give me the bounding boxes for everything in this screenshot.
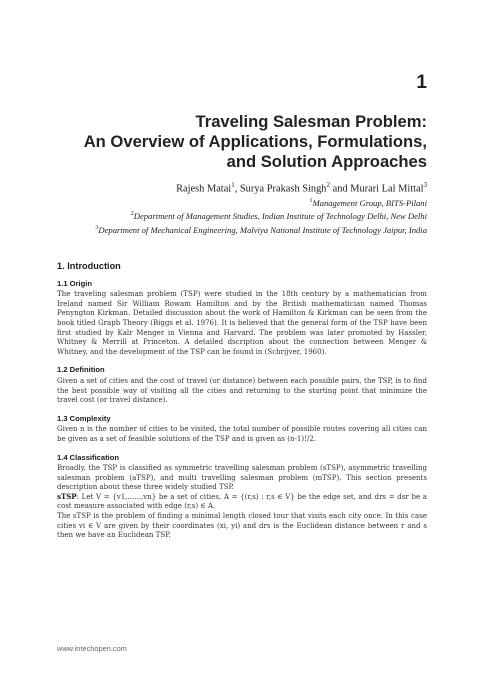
- affiliation-text: Department of Mechanical Engineering, Malviya National Institute of Technology Jaipur, India: [98, 224, 427, 235]
- subsection-heading: 1.4 Classification: [57, 452, 120, 462]
- title-line: Traveling Salesman Problem:: [195, 112, 427, 131]
- author-separator: and: [330, 183, 351, 195]
- affiliation-mark: 2: [130, 211, 134, 218]
- paragraph-origin: The traveling salesman problem (TSP) were studied in the 18th century by a mathematician from Ireland named Sir William Rowam Hamilton and by the British mathematician named Thomas Penyngton Kirkman. Detailed discussion about the work of Hamilton & Kirkman can be seen from the book titled Graph Theory (Biggs et al. 1976). It is believed that the general form of the TSP have been first studied by Kalr Menger in Vienna and Harvard. The problem was later promoted by Hassler, Whitney & Merrill at Princeton. A detailed dscription about the connection between Menger & Whitney, and the development of the TSP can be found in (Schrijver, 1960).: [57, 289, 427, 356]
- affiliation-text: Management Group, BITS-Pilani: [312, 197, 427, 208]
- author-name: Surya Prakash Singh: [239, 183, 327, 195]
- title-line: An Overview of Applications, Formulations,: [83, 132, 427, 151]
- paragraph-complexity: Given n is the number of cities to be visited, the total number of possible routes covering all cities can be given as a set of feasible solutions of the TSP and is given as (n-1)!/2.: [57, 424, 427, 443]
- author-name: Murari Lal Mittal: [350, 183, 424, 195]
- body-content: [57, 262, 427, 540]
- author-affiliation-mark: 1: [231, 181, 235, 189]
- author-affiliation-mark: 3: [423, 181, 427, 189]
- paragraph-stsp: [57, 492, 427, 511]
- author-name: Rajesh Matai: [176, 183, 232, 195]
- affiliation-mark: 3: [95, 224, 99, 231]
- affiliation: [47, 223, 427, 236]
- subsection-heading: 1.3 Complexity: [57, 413, 111, 423]
- author-separator: ,: [234, 183, 240, 195]
- section-heading: 1. Introduction: [57, 261, 121, 271]
- title-line: and Solution Approaches: [226, 152, 427, 171]
- affiliations: [47, 196, 427, 236]
- paragraph-stsp-detail: The sTSP is the problem of finding a minimal length closed tour that visits each city once. In this case cities vi ∈ V are given by their coordinates (xi, yi) and drs is the Euclidean distance between r and s then we have an Euclidean TSP.: [57, 511, 427, 540]
- affiliation-mark: 1: [309, 198, 313, 204]
- affiliation: [47, 209, 427, 222]
- author-list: [176, 181, 427, 194]
- chapter-title: [47, 112, 427, 172]
- author-affiliation-mark: 2: [326, 181, 330, 189]
- stsp-definition: : Let V = {v1,......,vn} be a set of cities, A = {(r,s) : r,s ∈ V} be the edge set, and drs = dsr be a cost measure associated with edge (r,s) ∈ A.: [57, 491, 427, 511]
- subsection-heading: 1.1 Origin: [57, 278, 93, 288]
- stsp-label: sTSP: [57, 491, 77, 501]
- subsection-heading: 1.2 Definition: [57, 365, 105, 375]
- paragraph-classification: Broadly, the TSP is classified as symmetric travelling salesman problem (sTSP), asymmetric travelling salesman problem (aTSP), and multi travelling salesman problem (mTSP). This section presents description about these three widely studied TSP.: [57, 463, 427, 492]
- affiliation: [47, 196, 427, 209]
- chapter-number: 1: [416, 72, 427, 93]
- footer-url: www.intechopen.com: [57, 644, 127, 653]
- paragraph-definition: Given a set of cities and the cost of travel (or distance) between each possible pairs, the TSP, is to find the best possible way of visiting all the cities and returning to the starting point that minimize the travel cost (or travel distance).: [57, 375, 427, 405]
- affiliation-text: Department of Management Studies, Indian Institute of Technology Delhi, New Delhi: [133, 211, 427, 222]
